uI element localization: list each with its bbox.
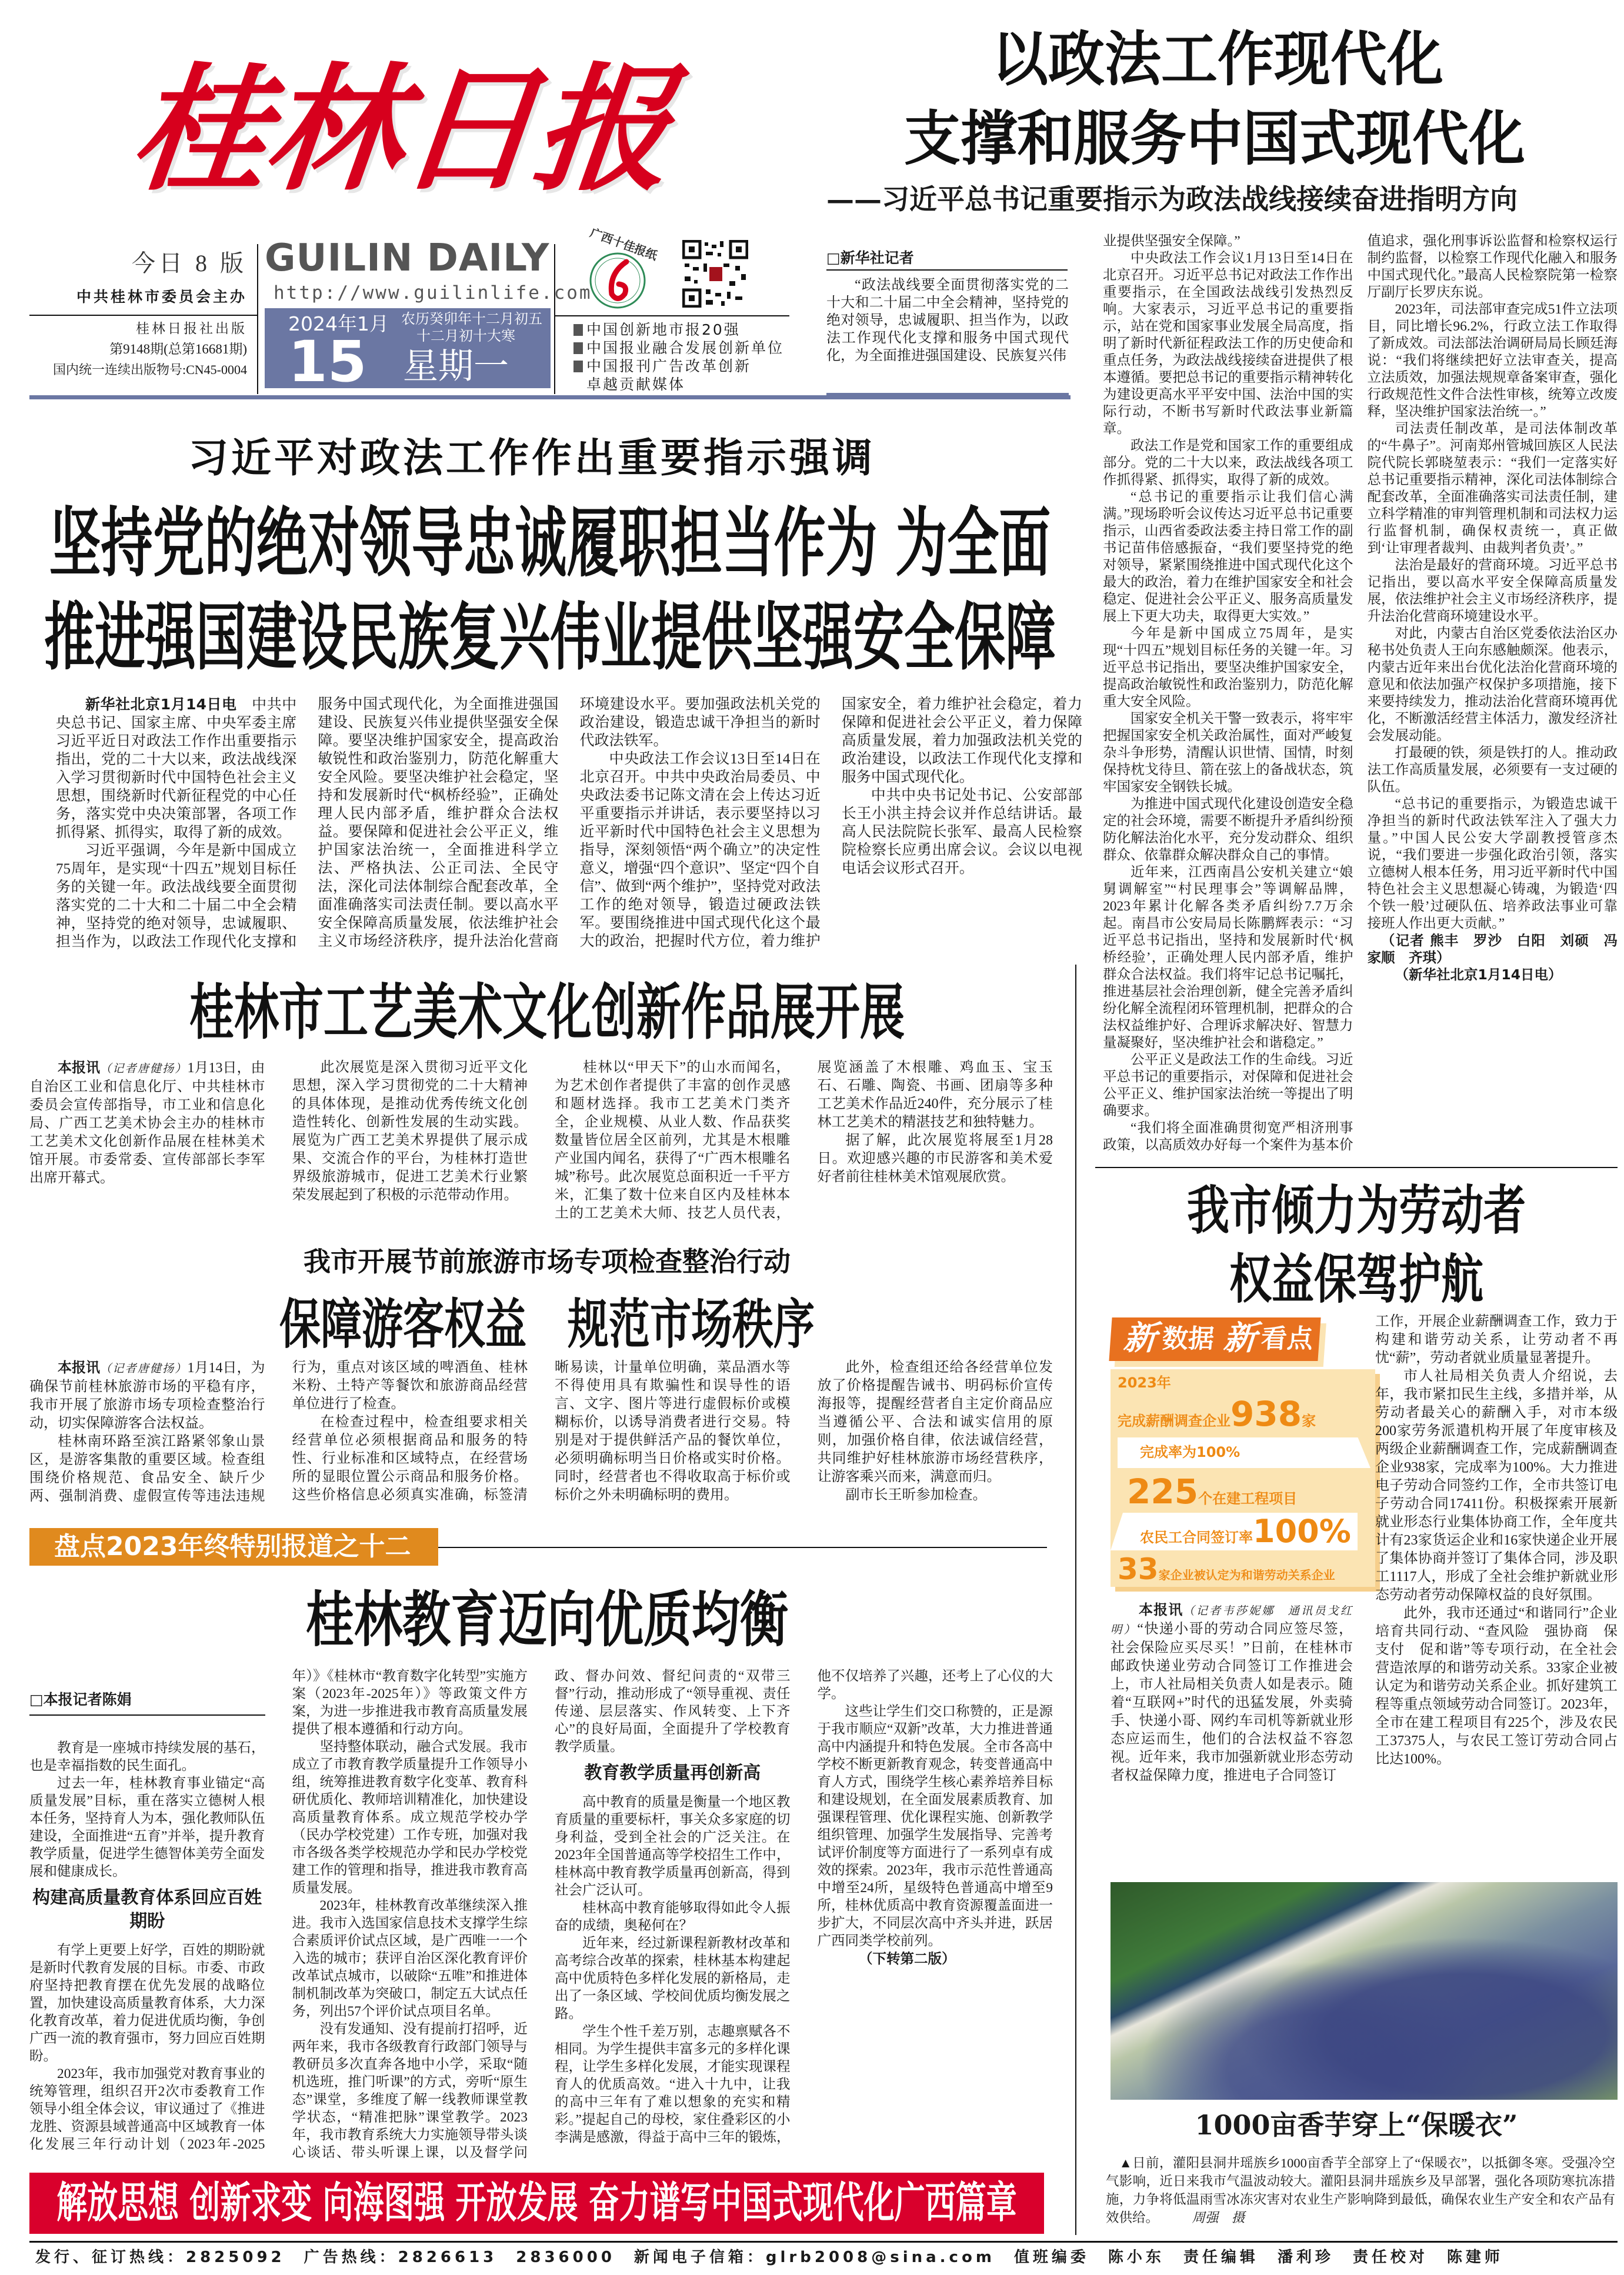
series-banner: 盘点2023年终特别报道之十二 xyxy=(29,1528,438,1566)
bullet-square-icon xyxy=(573,324,583,336)
slogan-banner xyxy=(29,2173,1044,2234)
banner-word: 数据 xyxy=(1161,1324,1215,1354)
paragraph: 中共中央书记处书记、公安部部长王小洪主持会议并作总结讲话。最高人民法院院长张军、最高人民检察院检察长应勇出席会议。会议以电视电话会议形式召开。 xyxy=(841,788,1082,876)
masthead-divider xyxy=(29,315,258,316)
continued-note: （下转第二版） xyxy=(859,1950,956,1967)
reporter: （记者唐健扬） xyxy=(100,1363,188,1375)
tourism-body xyxy=(29,1359,1053,1512)
photo-credit: 周强 摄 xyxy=(1192,2210,1245,2225)
paragraph: 副市长王昕参加检查。 xyxy=(845,1487,987,1503)
banner-rule xyxy=(438,1547,1047,1548)
paragraph: 司法责任制改革，是司法体制改革的“牛鼻子”。河南郑州管城回族区人民法院代院长郭晓堃表示：“我们一定落实好总书记重要指示精神，深化司法体制综合配套改革，全面准确落实司法责任制，建立科学精准的审判管理机制和司法权力运行监督机制，确保权责统一，真正做到‘让审理者裁判、由裁判者负责’。” xyxy=(1367,421,1618,556)
reporter: （记者韦莎妮娜 通讯员戈红明） xyxy=(1111,1605,1353,1636)
lead-body xyxy=(56,695,1082,959)
sponsor: 中共桂林市委员会主办 xyxy=(76,288,247,305)
tourism-headline: 保障游客权益 规范市场秩序 xyxy=(279,1292,815,1356)
stat-label xyxy=(1118,1553,1335,1592)
paragraph: 近年来，江西南昌公安机关建立“娘舅调解室”“村民理事会”等调解品牌，2023年累计化解各类矛盾纠纷7.7万余起。南昌市公安局局长陈鹏辉表示：“习近平总书记指出，坚持和发展新时代‘枫桥经验’，正确处理人民内部矛盾，维护群众合法权益。我们将牢记总书记嘱托，推进基层社会治理创新，健全完善矛盾纠纷化解全流程闭环管理机制，把群众的合法权益维护好、合理诉求解决好、智慧力量凝聚好，坚决维护社会和谐稳定。” xyxy=(1103,865,1353,1050)
paragraph: “我们将全面准确贯彻宽严相济刑事政策，以高质效办好每一个案件为基本价值追求，强化刑事诉讼监督和检察权运行制约监督，以检察工作现代化融入和服务中国式现代化。”最高人民检察院第一检察厅副厅长罗庆东说。 xyxy=(1103,233,1618,1153)
paragraph: 政法工作是党和国家工作的重要组成部分。党的二十大以来，政法战线各项工作抓得紧、抓得实，取得了新的成效。 xyxy=(1103,438,1353,488)
paragraph: 桂林以“甲天下”的山水而闻名，为艺术创作者提供了丰富的创作灵感和题材选择。我市工艺美术门类齐全，企业规模、从业人数、作品获奖数量皆位居全区前列，尤其是木根雕产业国内闻名，获得了“广西木根雕名城”称号。此次展览总面积近一千平方米，汇集了数十位来自区内及桂林本土的工艺美术大师、技艺人员代表，展览涵盖了木根雕、鸡血玉、宝玉石、石雕、陶瓷、书画、团扇等多种工艺美术作品近240件，充分展示了桂林工艺美术的精湛技艺和独特魅力。 xyxy=(555,1060,1053,1221)
day-number: 15 xyxy=(288,329,367,388)
education-byline: □本报记者陈娟 xyxy=(29,1691,265,1716)
bullet-square-icon xyxy=(573,342,583,354)
education-headline: 桂林教育迈向优质均衡 xyxy=(305,1584,788,1655)
taro-field-photo xyxy=(1111,1882,1618,2100)
stat-label-text: 农民工合同签订率 xyxy=(1140,1529,1253,1546)
stat-value: 225 xyxy=(1127,1472,1199,1512)
solar-term: 十二月初十大寒 xyxy=(416,328,515,344)
paragraph: 法治是最好的营商环境。习近平总书记指出，要以高水平安全保障高质量发展，依法维护社会主义市场经济秩序，提升法治化营商环境建设水平。 xyxy=(1367,558,1618,624)
feature-intro xyxy=(826,276,1069,391)
story-lead: 本报讯 xyxy=(58,1059,101,1076)
feature-title-line1: 以政法工作现代化 xyxy=(992,25,1443,94)
slogan-text: 解放思想 创新求变 向海图强 开放发展 奋力谱写中国式现代化广西篇章 xyxy=(56,2179,1017,2228)
stat-value: 100% xyxy=(1253,1513,1351,1550)
education-body xyxy=(29,1667,1053,2167)
paragraph: 中共中央总书记、国家主席、中央军委主席习近平近日对政法工作作出重要指示指出，党的二十大以来，政法战线深入学习贯彻新时代中国特色社会主义思想，围绕新时代新征程党的中心任务，落实党中央决策部署，各项工作抓得紧、抓得实，取得了新的成效。 xyxy=(56,697,297,840)
completion-rate: 完成率为100% xyxy=(1140,1444,1240,1460)
paragraph: 近年来，经过新课程新教材改革和高考综合改革的探索，桂林基本构建起高中优质特色多样化发展的新格局，走出了一条区域、学校间优质均衡发展之路。 xyxy=(555,1936,791,2022)
paragraph: 对此，内蒙古自治区党委依法治区办秘书处负责人王向东感触颇深。他表示，内蒙古近年来出台优化法治化营商环境的意见和依法加强产权保护多项措施，接下来要持续发力，推动法治化营商环境再优化，不断激活经营主体活力，激发经济社会发展动能。 xyxy=(1367,626,1618,743)
banner-word: 看点 xyxy=(1260,1324,1314,1354)
paragraph: 学生个性千差万别，志趣禀赋各不相同。为学生提供丰富多元的多样化课程，让学生多样化发展，才能实现课程育人的优质高效。“进入十九中，让我的高中三年有了难以想象的充实和精彩。”提起自己的母校，家住叠彩区的小李满是感激，得益于高中三年的锻炼，他不仅培养了兴趣，还考上了心仪的大学。 xyxy=(555,1669,1053,2145)
paragraph: 2023年，我市加强党对教育事业的统筹管理，组织召开2次市委教育工作领导小组全体会议，审议通过了《推进龙胜、资源县域普通高中区域教育一体化发展三年行动计划（2023年-2025年）》《桂林市“教育数字化转型”实施方案（2023年-2025年）》等政策文件方案，为进一步推进我市教育高质量发展提供了根本遵循和行动方向。 xyxy=(29,1669,528,2152)
paragraph: “快递小哥的劳动合同应签尽签，社会保险应买尽买！”日前，在桂林市邮政快递业劳动合同签订工作推进会上，市人社局相关负责人如是表示。随着“互联网+”时代的迅猛发展，外卖骑手、快递小哥、网约车司机等新就业形态应运而生，他们的合法权益不容忽视。近年来，我市加强新就业形态劳动者权益保障力度，推进电子合同签订 xyxy=(1111,1622,1353,1783)
paragraph: 高中教育的质量是衡量一个地区教育质量的重要标杆，事关众多家庭的切身利益，受到全社会的广泛关注。在2023年全国普通高等学校招生工作中，桂林高中教育教学质量再创新高，得到社会广泛认可。 xyxy=(555,1794,791,1898)
paragraph: 2023年，司法部审查完成51件立法项目，同比增长96.2%，行政立法工作取得了新成效。司法部法治调研局局长顾廷海说：“我们将继续把好立法审查关，提高立法质效，加强法规规章备案审查，强化行政规范性文件合法性审核，统筹立改废释，坚决维护国家法治统一。” xyxy=(1367,302,1618,419)
lead-headline-line2: 推进强国建设民族复兴伟业提供坚强安全保障 xyxy=(44,595,1056,681)
reporters: （记者 熊丰 罗沙 白阳 刘硕 冯家顺 齐琪） xyxy=(1367,932,1618,966)
award-label: 中国创新地市报20强 xyxy=(586,321,741,338)
education-subhead: 教育教学质量再创新高 xyxy=(584,1763,761,1783)
weekday: 星期一 xyxy=(403,346,509,387)
lead-headline-line1: 坚持党的绝对领导忠诚履职担当作为 为全面 xyxy=(49,499,1051,587)
story-lead: 本报讯 xyxy=(1139,1602,1183,1618)
column-divider xyxy=(1075,965,1076,2235)
paragraph: 此外，我市还通过“和谐同行”企业培育共同行动、“查风险 强协商 保支付 促和谐”等专项行动，在全社会营造浓厚的和谐劳动关系。33家企业被认定为和谐劳动关系企业。抓好建筑工程等重点领域劳动合同签订。2023年，全市在建工程项目有225个，涉及农民工37375人，与农民工签订劳动合同占比达100%。 xyxy=(1375,1606,1618,1767)
paragraph: 没有发通知、没有提前打招呼，近两年来，我市各级教育行政部门领导与教研员多次直奔各地中小学，采取“随机选班，推门听课”的方式，旁听“原生态”课堂，多维度了解一线教师课堂教学状态，“精准把脉”课堂教学。2023年，我市教育系统大力实施领导带头谈心谈话、带头听课上课，以及督学问政、督办问效、督纪问责的“双带三督”行动，推动形成了“领导重视、责任传递、层层落实、作风转变、上下齐心”的良好局面，全面提升了学校教育教学质量。 xyxy=(292,1669,791,2160)
paragraph: 有学上更要上好学，百姓的期盼就是新时代教育发展的目标。市委、市政府坚持把教育摆在优先发展的战略位置，加快建设高质量教育体系，大力深化教育改革，着力促进优质均衡，争创广西一流的教育强市，努力回应百姓期盼。 xyxy=(29,1943,265,2064)
award-item xyxy=(573,321,741,338)
paragraph: 中央政法工作会议13日至14日在北京召开。中共中央政治局委员、中央政法委书记陈文清在会上传达习近平重要指示并讲话，表示要坚持以习近平新时代中国特色社会主义思想为指导，深刻领悟“两个确立”的决定性意义，增强“四个意识”、坚定“四个自信”、做到“两个维护”，坚持党对政法工作的绝对领导，锻造过硬政法铁军。要围绕推进中国式现代化这个最大的政治，把握时代方位，着力维护国家安全，着力维护社会稳定，着力保障和促进社会公平正义，着力保障高质量发展，着力加强政法机关党的政治建设，以政法工作现代化支撑和服务中国式现代化。 xyxy=(579,696,1082,949)
infographic-panel xyxy=(1111,1369,1375,1587)
bullet-square-icon xyxy=(573,361,583,372)
paragraph: “政法战线要全面贯彻落实党的二十大和二十届二中全会精神，坚持党的绝对领导，忠诚履职、担当作为，以政法工作现代化支撑和服务中国式现代化，为全面推进强国建设、民族复兴伟 xyxy=(826,278,1069,363)
labor-body-right xyxy=(1375,1313,1618,1877)
paragraph: 这些让学生们交口称赞的，正是源于我市顺应“双新”改革，大力推进普通高中内涵提升和特色发展。全市各高中学校不断更新教育观念，转变普通高中育人方式，围绕学生核心素养培养目标和建设规划，在全面发展素质教育、加强课程管理、优化课程实施、创新教学组织管理、加强学生发展指导、完善考试评价制度等方面进行了一系列卓有成效的探索。2023年，我市示范性普通高中增至24所，星级特色普通高中增至9所，桂林优质高中教育资源覆盖面进一步扩大，不同层次高中齐头并进，跃居广西同类学校前列。 xyxy=(817,1704,1053,1949)
paragraph: “总书记的重要指示，为锻造忠诚干净担当的新时代政法铁军注入了强大力量。”中国人民公安大学副教授管彦杰说，“我们要进一步强化政治引领，落实立德树人根本任务，用习近平新时代中国特色社会主义思想凝心铸魂，为锻造‘四个铁一般’过硬队伍、培养政法事业可靠接班人作出更大贡献。” xyxy=(1367,796,1618,931)
section-divider xyxy=(1095,1167,1618,1168)
art-headline: 桂林市工艺美术文化创新作品展开展 xyxy=(189,976,905,1048)
paragraph: 在检查过程中，检查组要求相关经营单位必须根据商品和服务的特性、行业标准和区域特点，在经营场所的显眼位置公示商品和服务价格。这些价格信息必须真实准确，标签清晰易读，计量单位明确，菜品酒水等不得使用具有欺骗性和误导性的语言、文字、图片等进行虚假标价或模糊标价，以诱导消费者进行交易。特别是对于提供鲜活产品的餐饮单位，必须明确标明当日价格或实时价格。同时，经营者也不得收取高于标价或标价之外未明确标明的费用。 xyxy=(292,1360,791,1503)
stat-label-text: 完成薪酬调查企业 xyxy=(1118,1413,1230,1429)
labor-headline-line1: 我市倾力为劳动者 xyxy=(1186,1178,1526,1241)
qr-code xyxy=(682,240,748,308)
stat-unit: 家 xyxy=(1302,1413,1316,1429)
badge-text: 广西十佳报纸 xyxy=(588,226,659,263)
paragraph: 1月13日，由自治区工业和信息化厅、中共桂林市委员会宣传部指导，市工业和信息化局、广西工艺美术协会主办的桂林市工艺美术文化创新作品展在桂林美术馆开展。市委常委、宣传部部长李军出席开幕式。 xyxy=(29,1060,265,1186)
art-body xyxy=(29,1059,1053,1223)
footer-info: 发行、征订热线：2825092 广告热线：2826613 2836000 新闻电子信箱：glrb2008@sina.com 值班编委 陈小东 责任编辑 潘利珍 责任校对 陈建师 xyxy=(35,2249,1503,2266)
paragraph: 业提供坚强安全保障。” xyxy=(1103,233,1240,249)
paragraph: 此外，检查组还给各经营单位发放了价格提醒告诫书、明码标价宣传海报等，提醒经营者自主定价商品应当遵循公平、合法和诚实信用的原则，加强价格自律，依法诚信经营，共同维护好桂林旅游市场经营秩序，让游客乘兴而来，满意而归。 xyxy=(817,1360,1053,1485)
website-url: http://www.guilinlife.com xyxy=(274,282,592,303)
stat-value: 938 xyxy=(1230,1394,1302,1434)
labor-body-left xyxy=(1111,1601,1353,1877)
paragraph: 国家安全机关干警一致表示，将牢牢把握国家安全机关政治属性，面对严峻复杂斗争形势，清醒认识世情、国情，时刻保持枕戈待旦、箭在弦上的备战状态，筑牢国家安全钢铁长城。 xyxy=(1103,711,1353,795)
english-name: GUILIN DAILY xyxy=(265,236,550,280)
stat-value: 33 xyxy=(1118,1552,1159,1586)
paragraph: 1月14日，为确保节前桂林旅游市场的平稳有序，我市开展了旅游市场专项检查整治行动，切实保障游客合法权益。 xyxy=(29,1360,265,1431)
byline-rule xyxy=(826,269,1068,271)
dateline: 新华社北京1月14日电 xyxy=(85,696,237,713)
top-ten-newspaper-badge xyxy=(582,226,659,312)
labor-headline-line2: 权益保驾护航 xyxy=(1229,1247,1483,1310)
paragraph: 为推进中国式现代化建设创造安全稳定的社会环境，需要不断提升矛盾纠纷预防化解法治化水平，充分发动群众、组织群众、依靠群众解决群众自己的事情。 xyxy=(1103,796,1353,863)
infographic-year: 2023年 xyxy=(1118,1375,1171,1391)
serial-number: 国内统一连续出版物号:CN45-0004 xyxy=(52,362,247,377)
feature-subtitle: ——习近平总书记重要指示为政法战线接续奋进指明方向 xyxy=(826,184,1518,216)
masthead-divider xyxy=(257,244,258,394)
feature-divider xyxy=(826,393,1069,397)
paragraph: 坚持整体联动，融合式发展。我市成立了市教育教学质量提升工作领导小组，统筹推进教育数字化变革、教育科研优质化、教师培训精准化，加快建设高质量教育体系。成立规范学校办学（民办学校党建）工作专班，加强对我市各级各类学校规范办学和民办学校党建工作的管理和指导，推进我市教育高质量发展。 xyxy=(292,1739,528,1896)
dateline: （新华社北京1月14日电） xyxy=(1395,966,1562,983)
award-label: 中国报业融合发展创新单位 xyxy=(586,339,785,356)
paragraph: 公平正义是政法工作的生命线。习近平总书记的重要指示，对保障和促进社会公平正义、维护国家法治统一等提出了明确要求。 xyxy=(1103,1052,1353,1119)
paragraph: 此次展览是深入贯彻习近平文化思想，深入学习贯彻党的二十大精神的具体体现，是推动优秀传统文化创造性转化、创新性发展的生动实践。展览为广西工艺美术界提供了展示成果、交流合作的平台，为桂林打造世界级旅游城市，促进工艺美术行业繁荣发展起到了积极的示范带动作用。 xyxy=(292,1060,528,1203)
paragraph: 今年是新中国成立75周年，是实现“十四五”规划目标任务的关键一年。习近平总书记指出，要坚决维护国家安全，提高政治敏锐性和政治鉴别力，防范化解重大安全风险。 xyxy=(1103,626,1353,709)
newspaper-logo: 桂林日报 xyxy=(124,49,678,209)
year-month: 2024年1月 xyxy=(288,312,389,335)
publisher: 桂林日报社出版 xyxy=(136,321,247,336)
award-item xyxy=(573,358,751,375)
story-lead: 本报讯 xyxy=(58,1359,101,1376)
lead-kicker: 习近平对政法工作作出重要指示强调 xyxy=(188,435,876,482)
award-label: 中国报刊广告改革创新 xyxy=(586,358,752,375)
paragraph: 教育是一座城市持续发展的基石，也是幸福指数的民生面孔。 xyxy=(29,1740,265,1773)
feature-title-line2: 支撑和服务中国式现代化 xyxy=(904,104,1525,174)
paragraph: 习近平强调，今年是新中国成立75周年，是实现“十四五”规划目标任务的关键一年。政法战线要全面贯彻落实党的二十大和二十届二中全会精神，坚持党的绝对领导，忠诚履职、担当作为，以政法工作现代化支撑和服务中国式现代化，为全面推进强国建设、民族复兴伟业提供坚强安全保障。要坚决维护国家安全，提高政治敏锐性和政治鉴别力，防范化解重大安全风险。要坚决维护社会稳定，坚持和发展新时代“枫桥经验”，正确处理人民内部矛盾，维护群众合法权益。要保障和促进社会公平正义，维护国家法治统一，全面推进科学立法、严格执法、公正司法、全民守法，深化司法体制综合配套改革，全面准确落实司法责任制。要以高水平安全保障高质量发展，依法维护社会主义市场经济秩序，提升法治化营商环境建设水平。要加强政法机关党的政治建设，锻造忠诚干净担当的新时代政法铁军。 xyxy=(56,696,821,950)
pages-today: 今日 8 版 xyxy=(132,250,247,276)
new-glyph: 新 xyxy=(1222,1319,1258,1357)
paragraph: 工作，开展企业薪酬调查工作，致力于构建和谐劳动关系，让劳动者不再忧“薪”，劳动者就业质量显著提升。 xyxy=(1375,1314,1618,1366)
lunar-date: 农历癸卯年十二月初五 xyxy=(401,311,542,327)
footer-rule xyxy=(29,2241,1618,2243)
qr-code-icon xyxy=(682,240,748,308)
award-item-continued: 卓越贡献媒体 xyxy=(586,376,686,393)
reporter: （记者唐健扬） xyxy=(100,1063,188,1075)
masthead-divider xyxy=(554,244,555,394)
stat-label xyxy=(1140,1514,1351,1555)
tourism-kicker: 我市开展节前旅游市场专项检查整治行动 xyxy=(304,1246,791,1277)
paragraph: 中央政法工作会议1月13日至14日在北京召开。习近平总书记对政法工作作出重要指示，在全国政法战线引发热烈反响。大家表示，习近平总书记的重要指示，站在党和国家事业发展全局高度，指明了新时代新征程政法工作的历史使命和重点任务，为政法战线接续奋进提供了根本遵循。要把总书记的重要指示精神转化为建设更高水平平安中国、法治中国的实际行动，不断书写新时代政法事业新篇章。 xyxy=(1103,251,1353,436)
stat-label-text: 个在建工程项目 xyxy=(1198,1490,1298,1507)
paragraph: 打最硬的铁，须是铁打的人。推动政法工作高质量发展，必须要有一支过硬的队伍。 xyxy=(1367,745,1618,795)
paragraph: “总书记的重要指示让我们信心满满。”现场聆听会议传达习近平总书记重要指示，山西省委政法委主持日常工作的副书记苗伟倍感振奋，“我们要坚持党的绝对领导，紧紧围绕推进中国式现代化这个最大的政治，着力在维护国家安全和社会稳定、促进社会公平正义、服务高质量发展上下更大功夫，取得更大实效。” xyxy=(1103,489,1353,624)
paragraph: 2023年，桂林教育改革继续深入推进。我市入选国家信息技术支撑学生综合素质评价试点区域，是广西唯一一个入选的城市；获评自治区深化教育评价改革试点城市，以破除“五唯”和推进体制机制改革为突破口，制定五大试点任务，列出57个评价试点项目名单。 xyxy=(292,1898,528,2019)
paragraph: 桂林南环路至滨江路紧邻象山景区，是游客集散的重要区域。检查组围绕价格规范、食品安全、缺斤少两、强制消费、虚假宣传等违法违规行为，重点对该区域的啤酒鱼、桂林米粉、土特产等餐饮和旅游商品经营单位进行了检查。 xyxy=(29,1360,528,1504)
photo-title: 1000亩香芋穿上“保暖衣” xyxy=(1195,2109,1518,2141)
paragraph: 桂林高中教育能够取得如此令人振奋的成绩，奥秘何在？ xyxy=(555,1900,791,1933)
paragraph: 市人社局相关负责人介绍说，去年，我市紧扣民生主线，多措并举，从劳动者最关心的薪酬入手，对市本级200家劳务派遣机构开展了年度审核及两级企业薪酬调查工作，完成薪酬调查企业938家，完成率为100%。大力推进电子劳动合同签约工作，全市共签订电子劳动合同17411份。积极探索开展新就业形态行业集体协商工作，全年度共计有23家货运企业和16家快递企业开展了集体协商并签订了集体合同，涉及职工1117人，形成了全社会维护新就业形态劳动者劳动保障权益的良好氛围。 xyxy=(1375,1369,1618,1603)
paragraph: 过去一年，桂林教育事业锚定“高质量发展”目标，重在落实立德树人根本任务，坚持育人为本，强化教师队伍建设，全面推进“五育”并举，提升教育教学质量，促进学生德智体美劳全面发展和健康成长。 xyxy=(29,1776,265,1879)
date-box xyxy=(265,308,551,388)
education-subhead: 构建高质量教育体系回应百姓期盼 xyxy=(32,1887,262,1932)
photo-caption xyxy=(1106,2154,1615,2236)
new-glyph: 新 xyxy=(1122,1319,1158,1357)
feature-body xyxy=(1103,233,1618,1163)
stat-label xyxy=(1118,1395,1316,1440)
caption-text: ▲日前，灌阳县洞井瑶族乡1000亩香芋全部穿上了“保暖衣”，以抵御冬寒。受强冷空气影响，近日来我市气温波动较大。灌阳县洞井瑶族乡及早部署，强化各项防寒抗冻措施，力争将低温雨雪冰冻灾害对农业生产影响降到最低，确保农业生产安全和农产品有效供给。 xyxy=(1106,2156,1615,2225)
paragraph: 据了解，此次展览将展至1月28日。欢迎感兴趣的市民游客和美术爱好者前往桂林美术馆观展欣赏。 xyxy=(817,1133,1053,1185)
infographic-banner xyxy=(1109,1317,1320,1361)
stat-label-text: 家企业被认定为和谐劳动关系企业 xyxy=(1158,1568,1335,1582)
issue-number: 第9148期(总第16681期) xyxy=(109,342,247,356)
award-item xyxy=(573,339,784,356)
feature-byline: □新华社记者 xyxy=(826,249,914,266)
masthead-divider xyxy=(554,315,789,316)
stat-label xyxy=(1127,1473,1297,1517)
